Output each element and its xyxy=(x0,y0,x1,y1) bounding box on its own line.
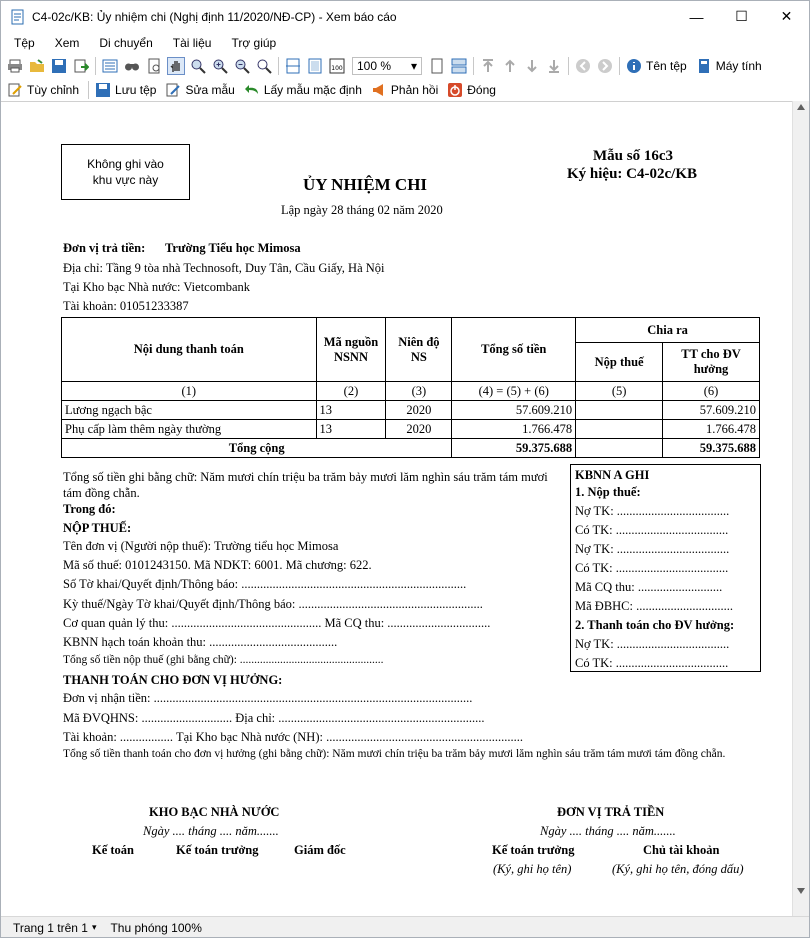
multi-page-icon[interactable] xyxy=(451,58,467,74)
prev-page-icon[interactable] xyxy=(502,58,518,74)
minimize-icon: — xyxy=(689,8,704,25)
payer-name: Trường Tiểu học Mimosa xyxy=(165,241,301,255)
report-page xyxy=(1,102,791,917)
signature-chief-accountant: Kế toán trưởng xyxy=(176,843,259,857)
find-icon[interactable] xyxy=(124,58,140,74)
file-name-button[interactable] xyxy=(623,58,687,74)
row-source: 13 xyxy=(316,401,386,420)
row-total: 57.609.210 xyxy=(452,401,576,420)
table-row xyxy=(62,420,760,439)
info-icon xyxy=(626,58,642,74)
payer-label: Đơn vị trả tiền: xyxy=(63,241,146,255)
chevron-down-icon: ▾ xyxy=(410,59,417,73)
tax-words-line: Tổng số tiền nộp thuế (ghi bằng chữ): .................................................. xyxy=(63,654,384,666)
window-title: C4-02c/KB: Ủy nhiệm chi (Nghị định 11/2020/NĐ-CP) - Xem báo cáo xyxy=(32,10,397,24)
treasury-line: Có TK: .................................... xyxy=(575,523,729,537)
treasury-payee-heading: 2. Thanh toán cho ĐV hưởng: xyxy=(575,618,735,632)
treasury-box-title: KBNN A GHI xyxy=(575,468,650,482)
signature-accountant: Kế toán xyxy=(92,843,135,857)
close-report-label: Đóng xyxy=(467,82,496,97)
row-pay: 1.766.478 xyxy=(663,420,760,439)
signature-payer-date: Ngày .... tháng .... năm....... xyxy=(540,824,676,838)
reserved-area-line2: khu vực này xyxy=(92,173,159,187)
title-bar xyxy=(1,1,809,33)
document-title: ỦY NHIỆM CHI xyxy=(303,175,428,194)
signature-note-2: (Ký, ghi họ tên, đóng dấu) xyxy=(612,862,744,876)
calculator-icon xyxy=(696,58,712,74)
whole-page-icon[interactable] xyxy=(307,58,323,74)
payee-code-line: Mã ĐVQHNS: ............................. Địa chỉ: .................................................................. xyxy=(63,711,485,725)
col-number: (5) xyxy=(576,382,663,401)
col-number: (3) xyxy=(386,382,452,401)
close-window-button[interactable] xyxy=(764,1,809,32)
table-row xyxy=(62,401,760,420)
feedback-label: Phản hồi xyxy=(390,82,439,97)
form-symbol: Ký hiệu: C4-02c/KB xyxy=(567,166,697,182)
toolbar-separator xyxy=(568,57,569,75)
printer-label: Máy tính xyxy=(715,59,762,73)
treasury-tax-heading: 1. Nộp thuế: xyxy=(575,485,641,499)
menu-navigate[interactable]: Di chuyển xyxy=(99,36,153,50)
open-icon[interactable] xyxy=(29,58,45,74)
payer-address: Địa chỉ: Tầng 9 tòa nhà Technosoft, Duy Tân, Cầu Giấy, Hà Nội xyxy=(63,261,385,275)
zoom-fit-icon[interactable] xyxy=(256,58,272,74)
minimize-button[interactable] xyxy=(674,1,719,32)
treasury-box xyxy=(570,464,761,672)
treasury-line: Có TK: .................................... xyxy=(575,561,729,575)
signature-note-1: (Ký, ghi họ tên) xyxy=(493,862,572,876)
svg-text:100: 100 xyxy=(331,65,343,72)
payer-treasury: Tại Kho bạc Nhà nước: Vietcombank xyxy=(63,280,250,294)
menu-document[interactable]: Tài liệu xyxy=(172,36,212,50)
row-content: Lương ngạch bậc xyxy=(62,401,317,420)
tax-payer-name: Tên đơn vị (Người nộp thuế): Trường tiểu học Mimosa xyxy=(63,539,339,553)
save-template-label: Lưu tệp xyxy=(115,82,157,97)
row-source: 13 xyxy=(316,420,386,439)
header-total: Tổng số tiền xyxy=(452,318,576,382)
total-amount: 59.375.688 xyxy=(452,439,576,458)
edit-template-label: Sửa mẫu xyxy=(185,82,235,97)
maximize-button[interactable] xyxy=(719,1,764,32)
col-number: (4) = (5) + (6) xyxy=(452,382,576,401)
menu-help[interactable]: Trợ giúp xyxy=(231,36,277,50)
row-tax xyxy=(576,401,663,420)
table-of-contents-icon[interactable] xyxy=(102,58,118,74)
toolbar-separator xyxy=(95,57,96,75)
col-number: (6) xyxy=(663,382,760,401)
zoom-tool-icon[interactable] xyxy=(190,58,206,74)
toolbar-separator xyxy=(619,57,620,75)
payee-words-line: Tổng số tiền thanh toán cho đơn vị hưởng (ghi bằng chữ): Năm mươi chín triệu ba trăm bảy mươi lăm nghìn sáu trăm tám mươi tám đồng chẵn. xyxy=(63,748,726,760)
header-source: Mã nguồn NSNN xyxy=(316,318,386,382)
header-pay: TT cho ĐV hưởng xyxy=(663,343,760,382)
print-icon[interactable] xyxy=(7,58,23,74)
page-indicator[interactable]: Trang 1 trên 1 xyxy=(13,920,88,935)
reserved-area-line1: Không ghi vào xyxy=(87,157,164,171)
vertical-scrollbar[interactable] xyxy=(792,101,809,916)
edit-template-button[interactable] xyxy=(162,82,234,98)
first-page-icon[interactable] xyxy=(480,58,496,74)
total-tax xyxy=(576,439,663,458)
zoom-value: 100 % xyxy=(357,59,392,73)
zoom-select[interactable] xyxy=(352,57,422,75)
forward-icon[interactable] xyxy=(597,58,613,74)
payee-section-heading: THANH TOÁN CHO ĐƠN VỊ HƯỞNG: xyxy=(63,673,283,687)
header-year: Niên độ NS xyxy=(386,318,452,382)
table-total-row xyxy=(62,439,760,458)
main-toolbar xyxy=(1,54,809,78)
page-setup-icon[interactable] xyxy=(146,58,162,74)
file-name-label: Tên tệp xyxy=(646,59,687,73)
save-icon xyxy=(95,82,111,98)
treasury-line: Nợ TK: .................................... xyxy=(575,542,730,556)
treasury-line: Nợ TK: .................................... xyxy=(575,637,730,651)
row-pay: 57.609.210 xyxy=(663,401,760,420)
reserved-area-box xyxy=(61,144,190,200)
save-icon[interactable] xyxy=(51,58,67,74)
last-page-icon[interactable] xyxy=(546,58,562,74)
zoom-in-icon[interactable] xyxy=(212,58,228,74)
close-report-button[interactable] xyxy=(444,82,496,98)
printer-button[interactable] xyxy=(693,58,762,74)
toolbar-separator xyxy=(278,57,279,75)
amount-in-words: Tổng số tiền ghi bằng chữ: Năm mươi chín triệu ba trăm bảy mươi lăm nghìn sáu trăm tám mươi tám đồng chẵn. xyxy=(63,470,548,500)
menu-view[interactable]: Xem xyxy=(54,36,80,50)
actual-size-icon[interactable] xyxy=(329,58,345,74)
within-label: Trong đó: xyxy=(63,502,116,516)
payer-account: Tài khoản: 01051233387 xyxy=(63,299,189,313)
menu-file[interactable]: Tệp xyxy=(14,36,35,50)
back-icon[interactable] xyxy=(575,58,591,74)
zoom-out-icon[interactable] xyxy=(234,58,250,74)
tax-code-line: Mã số thuế: 0101243150. Mã NDKT: 6001. Mã chương: 622. xyxy=(63,558,372,572)
menu-bar xyxy=(1,33,809,53)
tax-kbnn-line: KBNN hạch toán khoản thu: ......................................... xyxy=(63,635,338,649)
edit-icon xyxy=(165,82,181,98)
signature-treasury-date: Ngày .... tháng .... năm....... xyxy=(143,824,279,838)
col-number: (1) xyxy=(62,382,317,401)
scroll-up-icon[interactable] xyxy=(797,104,805,110)
template-toolbar xyxy=(1,79,809,100)
table-header-row xyxy=(62,318,760,343)
default-template-label: Lấy mẫu mặc định xyxy=(263,82,362,97)
col-number: (2) xyxy=(316,382,386,401)
header-content: Nội dung thanh toán xyxy=(62,318,317,382)
signature-payer-heading: ĐƠN VỊ TRẢ TIỀN xyxy=(557,805,665,819)
customize-label: Tùy chỉnh xyxy=(27,82,80,97)
total-pay: 59.375.688 xyxy=(663,439,760,458)
next-page-icon[interactable] xyxy=(524,58,540,74)
signature-treasury-heading: KHO BẠC NHÀ NƯỚC xyxy=(149,805,280,819)
payment-table xyxy=(61,317,760,458)
report-page-area[interactable] xyxy=(1,101,809,916)
toolbar-separator xyxy=(473,57,474,75)
treasury-line: Mã ĐBHC: ............................... xyxy=(575,599,733,613)
header-split: Chia ra xyxy=(576,318,760,343)
close-icon: ✕ xyxy=(780,8,793,24)
treasury-line: Nợ TK: .................................... xyxy=(575,504,730,518)
signature-payer-chief: Kế toán trưởng xyxy=(492,843,575,857)
header-tax: Nộp thuế xyxy=(576,343,663,382)
row-tax xyxy=(576,420,663,439)
row-content: Phụ cấp làm thêm ngày thường xyxy=(62,420,317,439)
customize-icon xyxy=(7,82,23,98)
page-dropdown-icon[interactable]: ▾ xyxy=(91,922,97,932)
tax-agency-line: Cơ quan quản lý thu: ................................................ Mã CQ thu: ................................. xyxy=(63,616,491,630)
form-number: Mẫu số 16c3 xyxy=(593,148,673,164)
payee-account-line: Tài khoản: ................. Tại Kho bạc Nhà nước (NH): ............................................................... xyxy=(63,730,523,744)
zoom-indicator: Thu phóng 100% xyxy=(110,920,202,935)
hand-tool-icon[interactable] xyxy=(168,58,184,74)
megaphone-icon xyxy=(371,82,387,98)
row-year: 2020 xyxy=(386,420,452,439)
report-app-icon xyxy=(10,9,26,25)
tax-section-heading: NỘP THUẾ: xyxy=(63,521,132,535)
signature-account-owner: Chủ tài khoản xyxy=(643,843,720,857)
treasury-line: Mã CQ thu: ........................... xyxy=(575,580,723,594)
power-icon xyxy=(447,82,463,98)
document-date: Lập ngày 28 tháng 02 năm 2020 xyxy=(281,203,443,217)
feedback-button[interactable] xyxy=(368,82,438,98)
scroll-down-icon[interactable] xyxy=(797,888,805,894)
tax-period-line: Kỳ thuế/Ngày Tờ khai/Quyết định/Thông báo: ........................................................... xyxy=(63,597,483,611)
single-page-icon[interactable] xyxy=(429,58,445,74)
toolbar-separator xyxy=(88,81,89,99)
customize-button[interactable] xyxy=(4,82,79,98)
save-template-button[interactable] xyxy=(92,82,156,98)
tax-declaration-line: Số Tờ khai/Quyết định/Thông báo: ........................................................................ xyxy=(63,577,467,591)
page-width-icon[interactable] xyxy=(285,58,301,74)
maximize-icon: ☐ xyxy=(735,8,748,24)
total-label: Tổng cộng xyxy=(62,439,452,458)
treasury-line: Có TK: .................................... xyxy=(575,656,729,670)
signature-director: Giám đốc xyxy=(294,843,346,857)
default-template-button[interactable] xyxy=(241,82,362,98)
undo-icon xyxy=(244,82,260,98)
payee-unit-line: Đơn vị nhận tiền: ...................................................................................................... xyxy=(63,691,473,705)
export-icon[interactable] xyxy=(73,58,89,74)
row-year: 2020 xyxy=(386,401,452,420)
row-total: 1.766.478 xyxy=(452,420,576,439)
table-number-row xyxy=(62,382,760,401)
status-bar xyxy=(1,916,809,938)
